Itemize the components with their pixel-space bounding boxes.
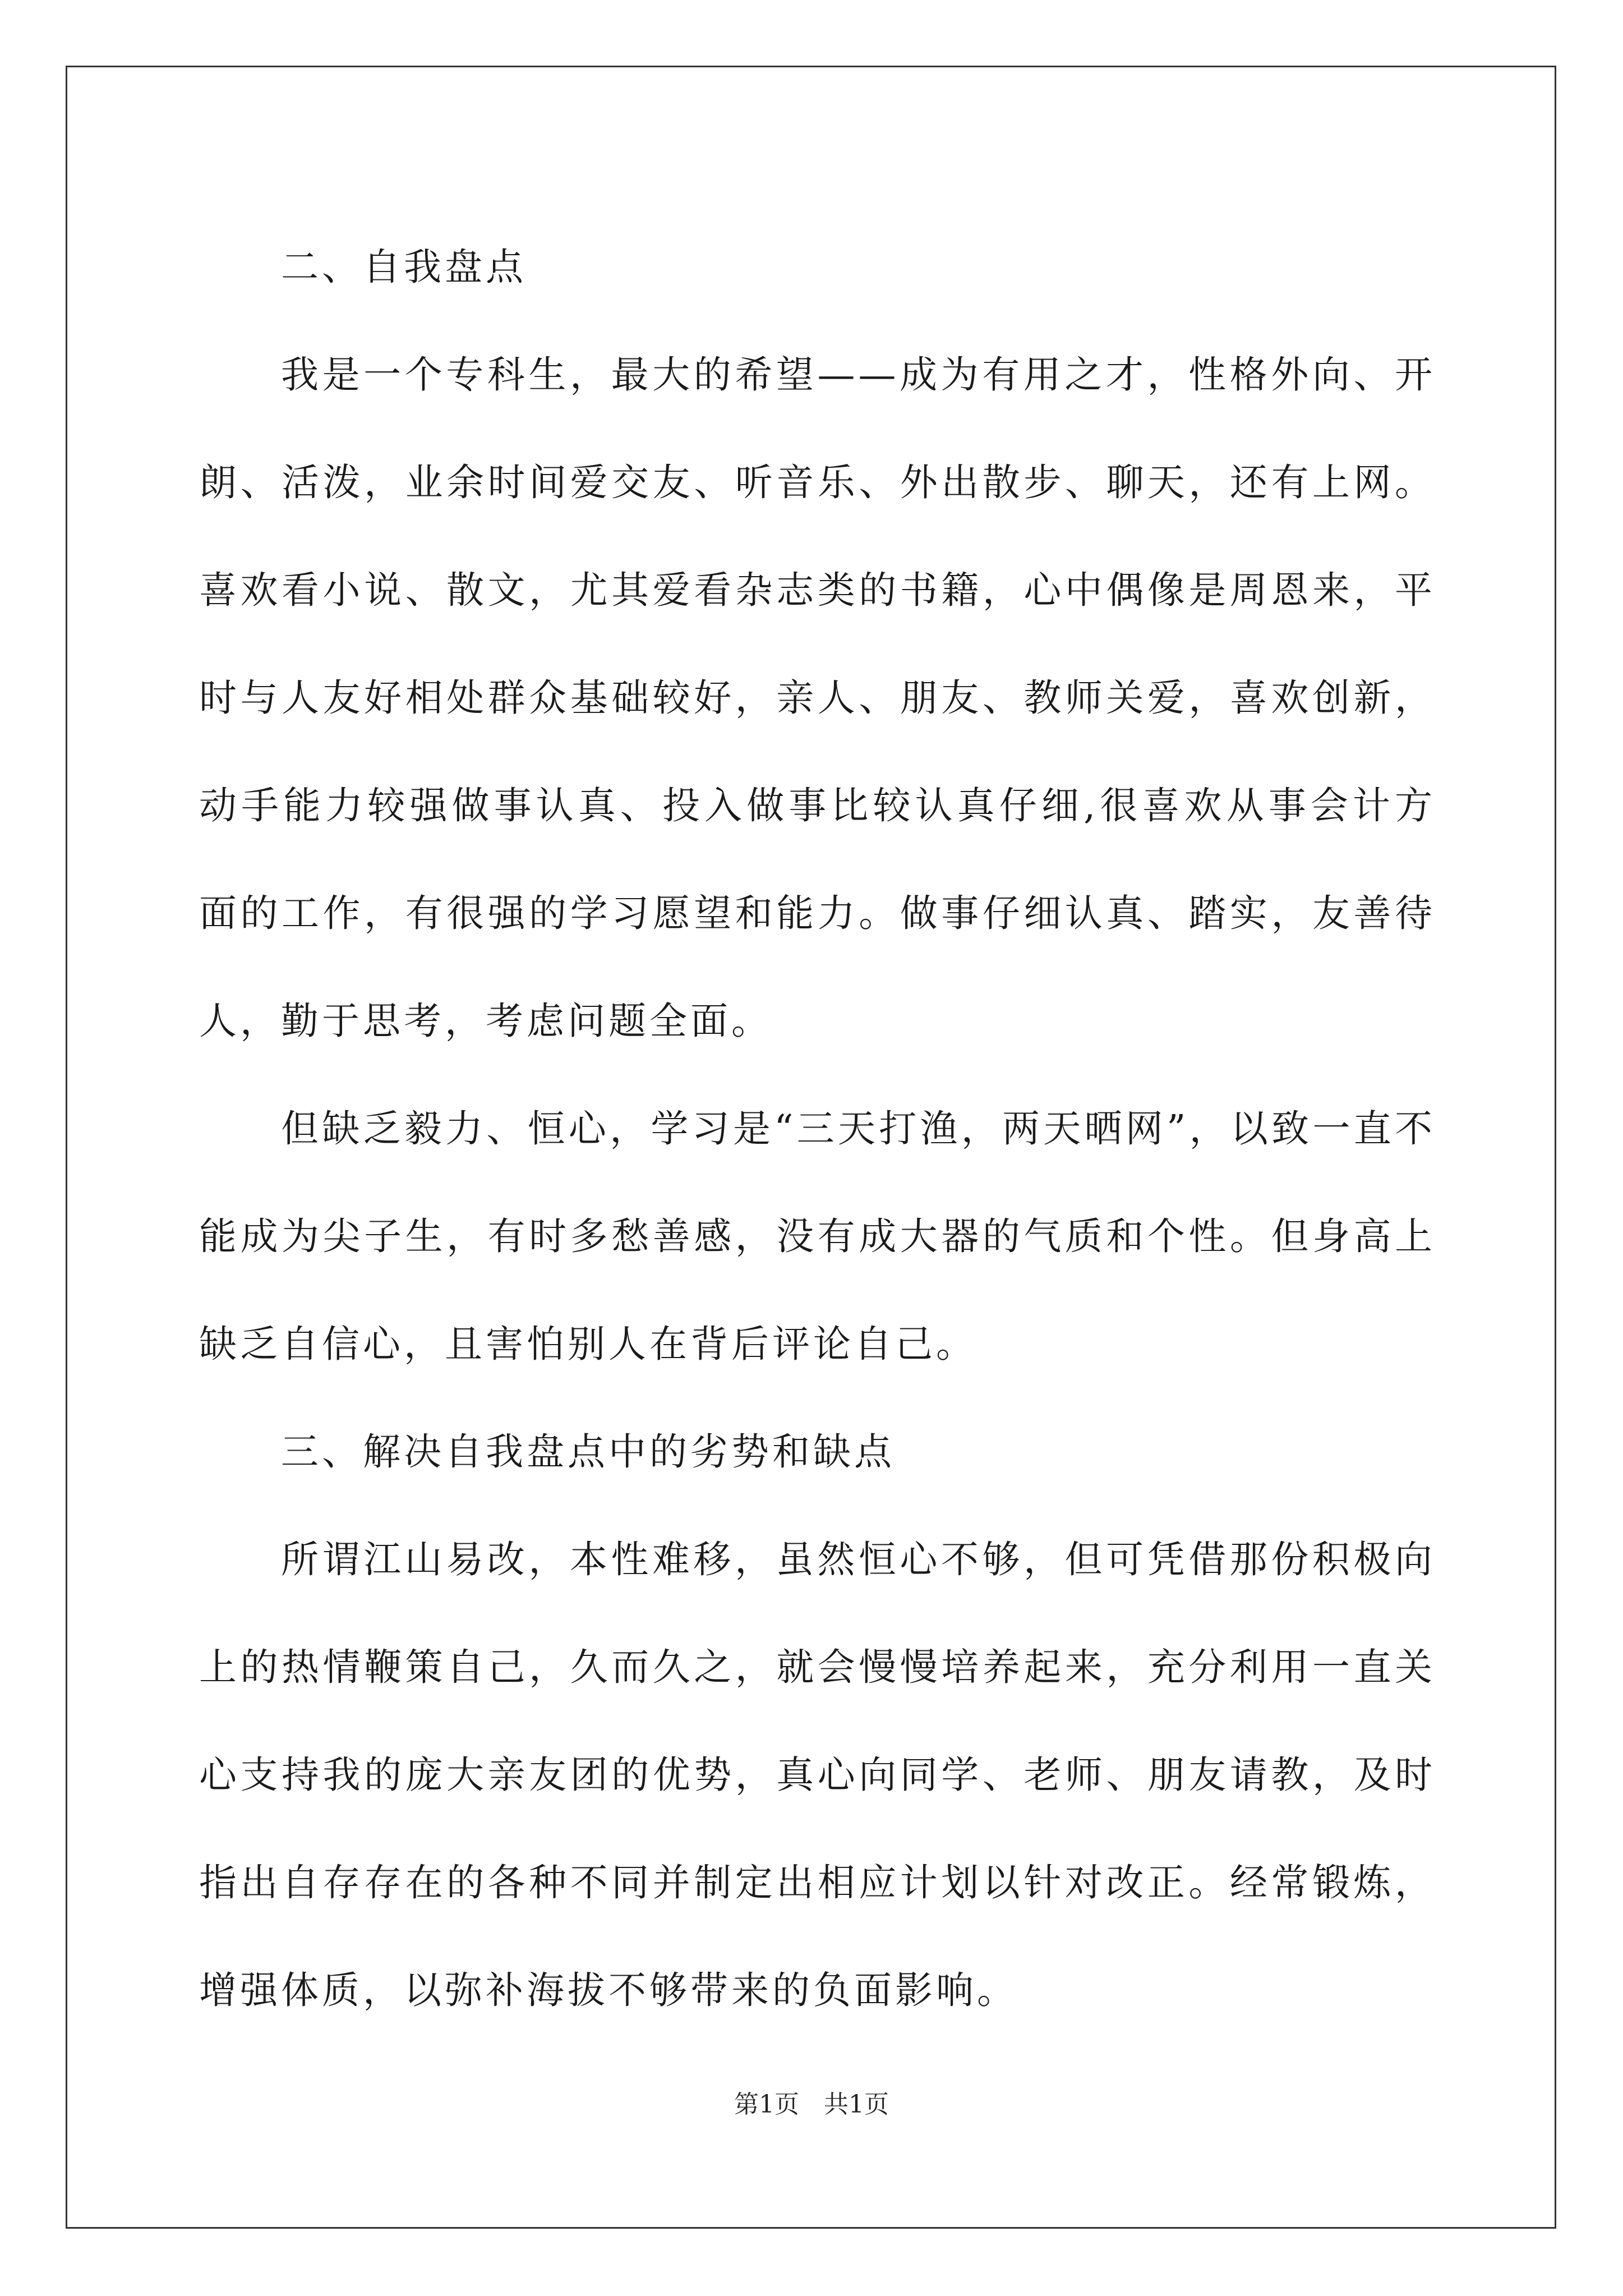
page-total: 共1页 bbox=[824, 2090, 889, 2119]
paragraph-solutions: 所谓江山易改，本性难移，虽然恒心不够，但可凭借那份积极向上的热情鞭策自己，久而久之，就会慢慢培养起来，充分利用一直关心支持我的庞大亲友团的优势，真心向同学、老师、朋友请教，及时指出自存存在的各种不同并制定出相应计划以针对改正。经常锻炼，增强体质，以弥补海拔不够带来的负面影响。 bbox=[199, 1538, 1436, 2012]
paragraph-weaknesses: 但缺乏毅力、恒心，学习是“三天打渔，两天晒网”，以致一直不能成为尖子生，有时多愁善感，没有成大器的气质和个性。但身高上缺乏自信心，且害怕别人在背后评论自己。 bbox=[199, 1107, 1436, 1366]
section-heading-solutions: 三、解决自我盘点中的劣势和缺点 bbox=[281, 1430, 895, 1474]
page-number: 第1页 bbox=[734, 2090, 799, 2119]
section-heading-self-inventory: 二、自我盘点 bbox=[281, 245, 527, 289]
paragraph-self-description: 我是一个专科生，最大的希望——成为有用之才，性格外向、开朗、活泼，业余时间爱交友、听音乐、外出散步、聊天，还有上网。喜欢看小说、散文，尤其爱看杂志类的书籍，心中偶像是周恩来，平时与人友好相处群众基础较好，亲人、朋友、教师关爱，喜欢创新，动手能力较强做事认真、投入做事比较认真仔细,很喜欢从事会计方面的工作，有很强的学习愿望和能力。做事仔细认真、踏实，友善待人，勤于思考，考虑问题全面。 bbox=[199, 353, 1436, 1043]
page-footer bbox=[0, 2088, 1623, 2122]
document-body bbox=[199, 213, 1436, 2044]
